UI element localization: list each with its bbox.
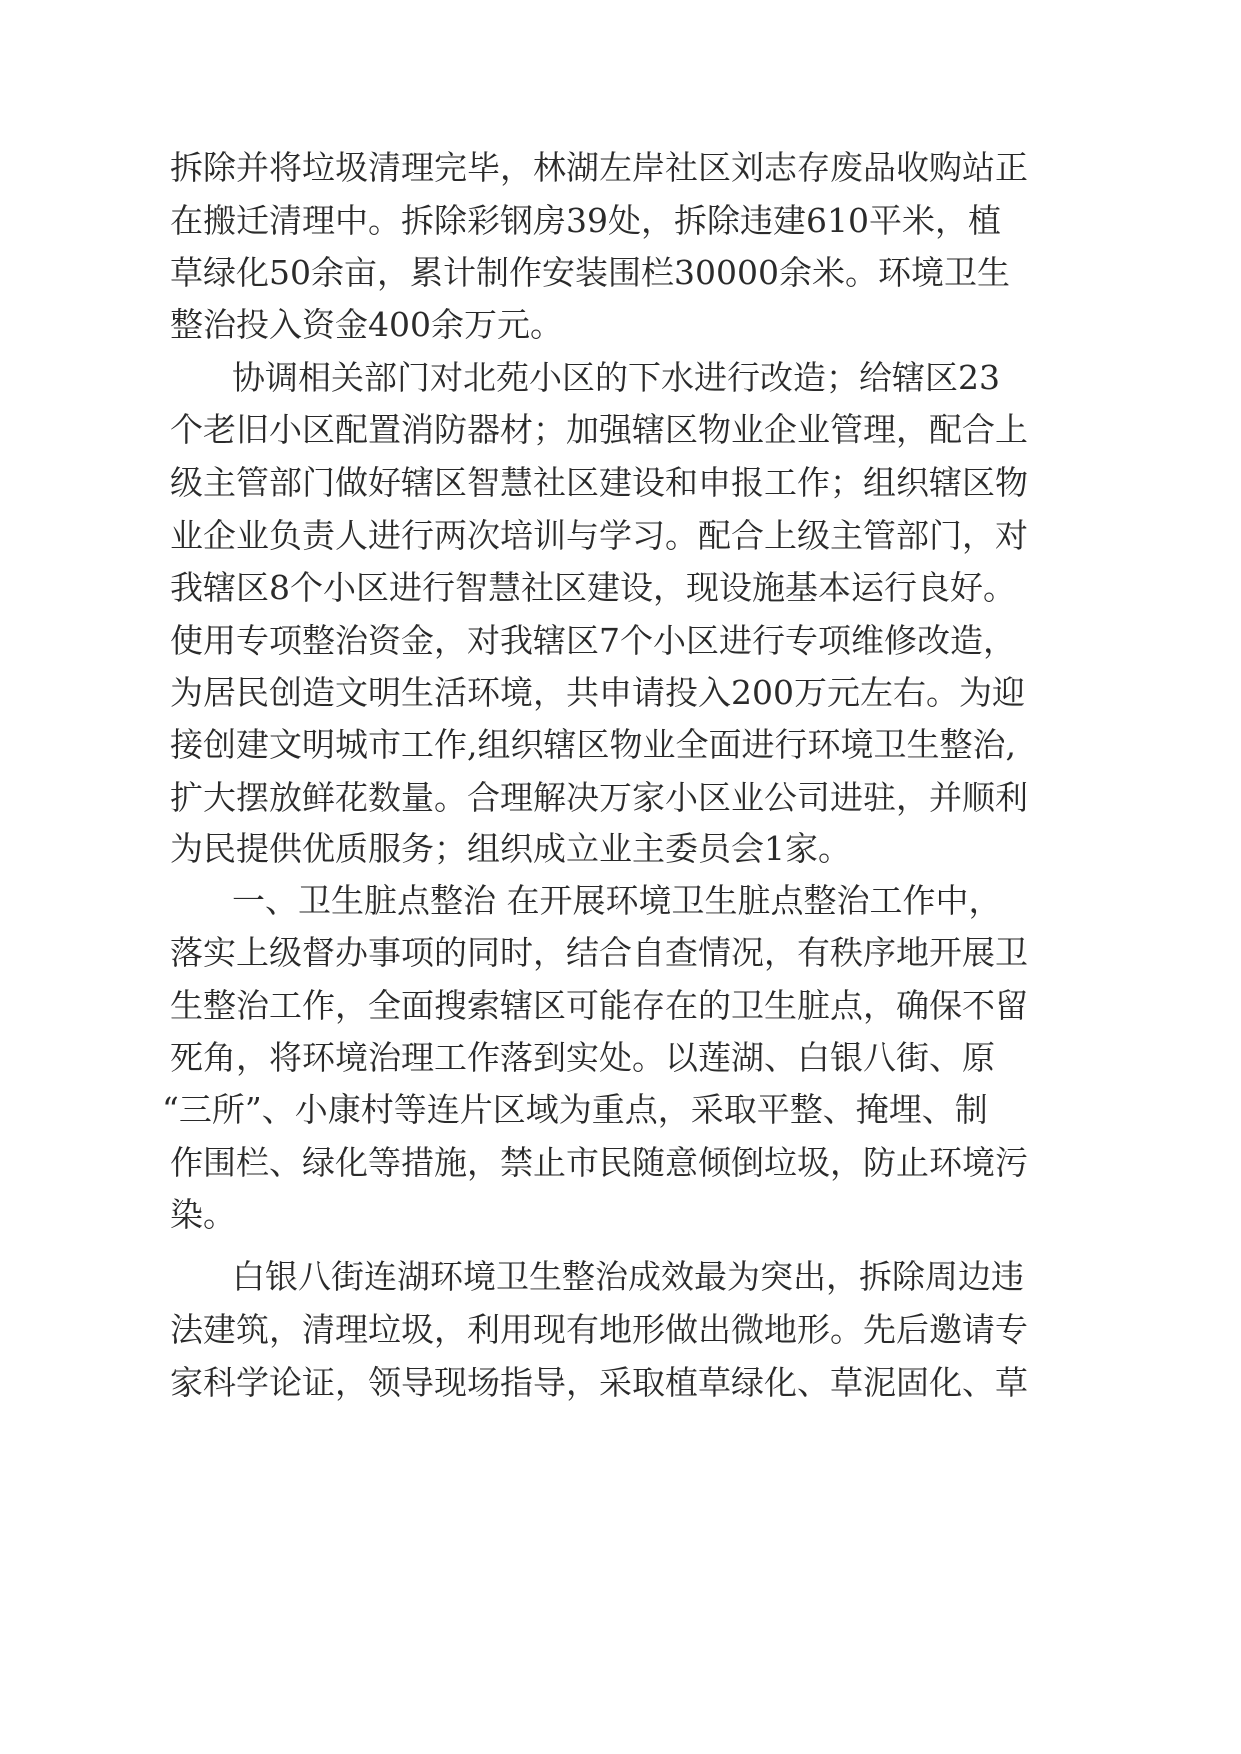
text-line-22: 白银八街连湖环境卫生整治成效最为突出，拆除周边违: [232, 1257, 1024, 1296]
text-line-19: “三所”、小康村等连片区域为重点，采取平整、掩埋、制: [162, 1090, 988, 1129]
text-line-16: 落实上级督办事项的同时，结合自查情况，有秩序地开展卫: [170, 933, 1028, 972]
text-line-13: 扩大摆放鲜花数量。合理解决万家小区业公司进驻，并顺利: [170, 778, 1028, 817]
text-line-14: 为民提供优质服务；组织成立业主委员会1家。: [170, 829, 851, 868]
text-line-18: 死角，将环境治理工作落到实处。以莲湖、白银八街、原: [170, 1038, 995, 1077]
text-line-1: 拆除并将垃圾清理完毕，林湖左岸社区刘志存废品收购站正: [170, 148, 1028, 187]
text-line-6: 个老旧小区配置消防器材；加强辖区物业企业管理，配合上: [170, 410, 1028, 449]
text-line-17: 生整治工作，全面搜索辖区可能存在的卫生脏点，确保不留: [170, 986, 1028, 1025]
text-line-12: 接创建文明城市工作,组织辖区物业全面进行环境卫生整治,: [170, 725, 1016, 764]
text-line-23: 法建筑，清理垃圾，利用现有地形做出微地形。先后邀请专: [170, 1310, 1028, 1349]
text-line-3: 草绿化50余亩，累计制作安装围栏30000余米。环境卫生: [170, 253, 1010, 292]
text-line-2: 在搬迁清理中。拆除彩钢房39处，拆除违建610平米，植: [170, 201, 1001, 240]
text-line-24: 家科学论证，领导现场指导，采取植草绿化、草泥固化、草: [170, 1363, 1028, 1402]
text-line-8: 业企业负责人进行两次培训与学习。配合上级主管部门，对: [170, 516, 1028, 555]
text-line-4: 整治投入资金400余万元。: [170, 305, 563, 344]
text-line-10: 使用专项整治资金，对我辖区7个小区进行专项维修改造，: [170, 621, 1016, 660]
text-line-5: 协调相关部门对北苑小区的下水进行改造；给辖区23: [232, 358, 1000, 397]
text-line-11: 为居民创造文明生活环境，共申请投入200万元左右。为迎: [170, 673, 1025, 712]
text-line-7: 级主管部门做好辖区智慧社区建设和申报工作；组织辖区物: [170, 463, 1028, 502]
text-line-21: 染。: [170, 1195, 236, 1234]
text-line-9: 我辖区8个小区进行智慧社区建设，现设施基本运行良好。: [170, 568, 1016, 607]
section-heading-line: 一、卫生脏点整治 在开展环境卫生脏点整治工作中，: [232, 881, 1002, 920]
text-line-20: 作围栏、绿化等措施，禁止市民随意倾倒垃圾，防止环境污: [170, 1143, 1028, 1182]
